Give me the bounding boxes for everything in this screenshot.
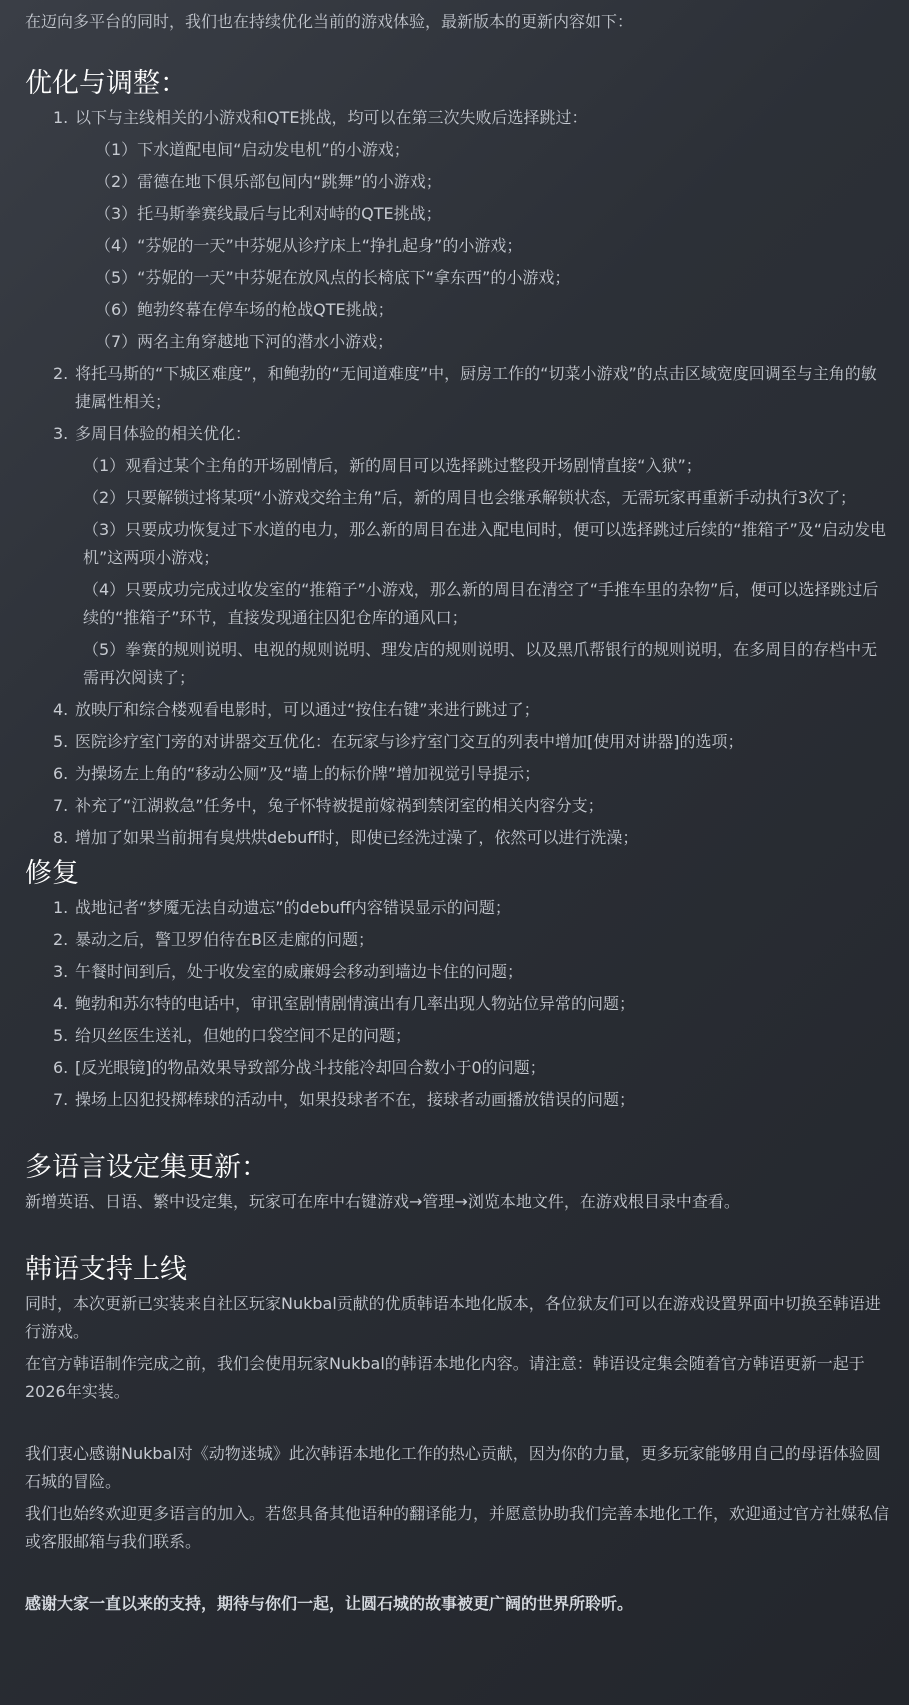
list-item-text: 暴动之后，警卫罗伯待在B区走廊的问题；	[75, 930, 374, 949]
list-number: 2.	[53, 364, 69, 383]
list-item	[53, 1054, 889, 1082]
korean-heading: 韩语支持上线	[25, 1254, 187, 1285]
list-number: 1.	[53, 898, 69, 917]
intro-text: 在迈向多平台的同时，我们也在持续优化当前的游戏体验，最新版本的更新内容如下：	[25, 12, 634, 31]
list-number: 8.	[53, 828, 69, 847]
list-item-text: 医院诊疗室门旁的对讲器交互优化：在玩家与诊疗室门交互的列表中增加[使用对讲器]的选项；	[75, 732, 744, 751]
list-item-text: 给贝丝医生送礼，但她的口袋空间不足的问题；	[75, 1026, 412, 1045]
list-number: 1.	[53, 108, 69, 127]
list-number: 5.	[53, 1026, 69, 1045]
thanks-paragraph-1: 我们衷心感谢Nukbal对《动物迷城》此次韩语本地化工作的热心贡献，因为你的力量，更多玩家能够用自己的母语体验圆石城的冒险。	[25, 1444, 881, 1491]
spacer	[25, 1560, 889, 1590]
sub-list	[75, 452, 889, 692]
sub-list-item: （3）托马斯拳赛线最后与比利对峙的QTE挑战；	[95, 204, 442, 223]
list-item	[53, 824, 889, 852]
sub-list-item: （4）只要成功完成过收发室的“推箱子”小游戏，那么新的周目在清空了“手推车里的杂物”后，便可以选择跳过后续的“推箱子”环节，直接发现通往囚犯仓库的通风口；	[83, 580, 879, 627]
list-item-text: 以下与主线相关的小游戏和QTE挑战，均可以在第三次失败后选择跳过：	[75, 108, 588, 127]
optimization-list	[25, 104, 889, 852]
list-item-text: [反光眼镜]的物品效果导致部分战斗技能冷却回合数小于0的问题；	[75, 1058, 546, 1077]
closing-text: 感谢大家一直以来的支持，期待与你们一起，让圆石城的故事被更广阔的世界所聆听。	[25, 1594, 634, 1613]
list-item	[53, 792, 889, 820]
list-item	[53, 104, 889, 356]
sub-list-item: （3）只要成功恢复过下水道的电力，那么新的周目在进入配电间时，便可以选择跳过后续的“推箱子”及“启动发电机”这两项小游戏；	[83, 520, 887, 567]
list-item-text: 操场上囚犯投掷棒球的活动中，如果投球者不在，接球者动画播放错误的问题；	[75, 1090, 636, 1109]
list-item	[53, 990, 889, 1018]
sub-list-item: （7）两名主角穿越地下河的潜水小游戏；	[95, 332, 394, 351]
list-item	[53, 420, 889, 692]
list-item	[53, 728, 889, 756]
list-item-text: 将托马斯的“下城区难度”，和鲍勃的“无间道难度”中，厨房工作的“切菜小游戏”的点击区域宽度回调至与主角的敏捷属性相关；	[75, 364, 877, 411]
list-item	[53, 958, 889, 986]
sub-list-item: （4）“芬妮的一天”中芬妮从诊疗床上“挣扎起身”的小游戏；	[95, 236, 523, 255]
list-number: 2.	[53, 930, 69, 949]
korean-paragraph-2: 在官方韩语制作完成之前，我们会使用玩家Nukbal的韩语本地化内容。请注意：韩语设定集会随着官方韩语更新一起于2026年实装。	[25, 1354, 865, 1401]
list-item	[53, 894, 889, 922]
list-number: 6.	[53, 764, 69, 783]
sub-list	[75, 136, 889, 356]
list-item-text: 战地记者“梦魇无法自动遗忘”的debuff内容错误显示的问题；	[75, 898, 511, 917]
list-number: 7.	[53, 796, 69, 815]
list-number: 6.	[53, 1058, 69, 1077]
list-item-text: 多周目体验的相关优化：	[75, 424, 252, 443]
list-item-text: 午餐时间到后，处于收发室的威廉姆会移动到墙边卡住的问题；	[75, 962, 524, 981]
list-item	[53, 696, 889, 724]
list-item-text: 鲍勃和苏尔特的电话中，审讯室剧情剧情演出有几率出现人物站位异常的问题；	[75, 994, 636, 1013]
list-item	[53, 1022, 889, 1050]
sub-list-item: （5）“芬妮的一天”中芬妮在放风点的长椅底下“拿东西”的小游戏；	[95, 268, 571, 287]
list-item	[53, 360, 889, 416]
thanks-paragraph-2: 我们也始终欢迎更多语言的加入。若您具备其他语种的翻译能力，并愿意协助我们完善本地化工作，欢迎通过官方社媒私信或客服邮箱与我们联系。	[25, 1504, 890, 1551]
list-item-text: 增加了如果当前拥有臭烘烘debuff时，即使已经洗过澡了，依然可以进行洗澡；	[75, 828, 639, 847]
fixes-list	[25, 894, 889, 1114]
spacer	[25, 1410, 889, 1440]
list-number: 3.	[53, 962, 69, 981]
sub-list-item: （6）鲍勃终幕在停车场的枪战QTE挑战；	[95, 300, 394, 319]
sub-list-item: （5）拳赛的规则说明、电视的规则说明、理发店的规则说明、以及黑爪帮银行的规则说明，在多周目的存档中无需再次阅读了；	[83, 640, 878, 687]
list-item-text: 为操场左上角的“移动公厕”及“墙上的标价牌”增加视觉引导提示；	[75, 764, 541, 783]
fixes-heading: 修复	[25, 858, 79, 889]
sub-list-item: （2）只要解锁过将某项“小游戏交给主角”后，新的周目也会继承解锁状态，无需玩家再重新手动执行3次了；	[83, 488, 856, 507]
sub-list-item: （2）雷德在地下俱乐部包间内“跳舞”的小游戏；	[95, 172, 442, 191]
list-number: 4.	[53, 994, 69, 1013]
list-number: 4.	[53, 700, 69, 719]
sub-list-item: （1）观看过某个主角的开场剧情后，新的周目可以选择跳过整段开场剧情直接“入狱”；	[83, 456, 702, 475]
language-text: 新增英语、日语、繁中设定集，玩家可在库中右键游戏→管理→浏览本地文件，在游戏根目录中查看。	[25, 1192, 740, 1211]
list-number: 3.	[53, 424, 69, 443]
language-heading: 多语言设定集更新：	[25, 1152, 268, 1183]
korean-paragraph-1: 同时，本次更新已实装来自社区玩家Nukbal贡献的优质韩语本地化版本，各位狱友们可以在游戏设置界面中切换至韩语进行游戏。	[25, 1294, 881, 1341]
list-number: 7.	[53, 1090, 69, 1109]
list-item-text: 放映厅和综合楼观看电影时，可以通过“按住右键”来进行跳过了；	[75, 700, 540, 719]
list-item	[53, 760, 889, 788]
list-item-text: 补充了“江湖救急”任务中，兔子怀特被提前嫁祸到禁闭室的相关内容分支；	[75, 796, 604, 815]
optimization-heading: 优化与调整：	[25, 68, 187, 99]
list-item	[53, 1086, 889, 1114]
sub-list-item: （1）下水道配电间“启动发电机”的小游戏；	[95, 140, 410, 159]
list-item	[53, 926, 889, 954]
list-number: 5.	[53, 732, 69, 751]
